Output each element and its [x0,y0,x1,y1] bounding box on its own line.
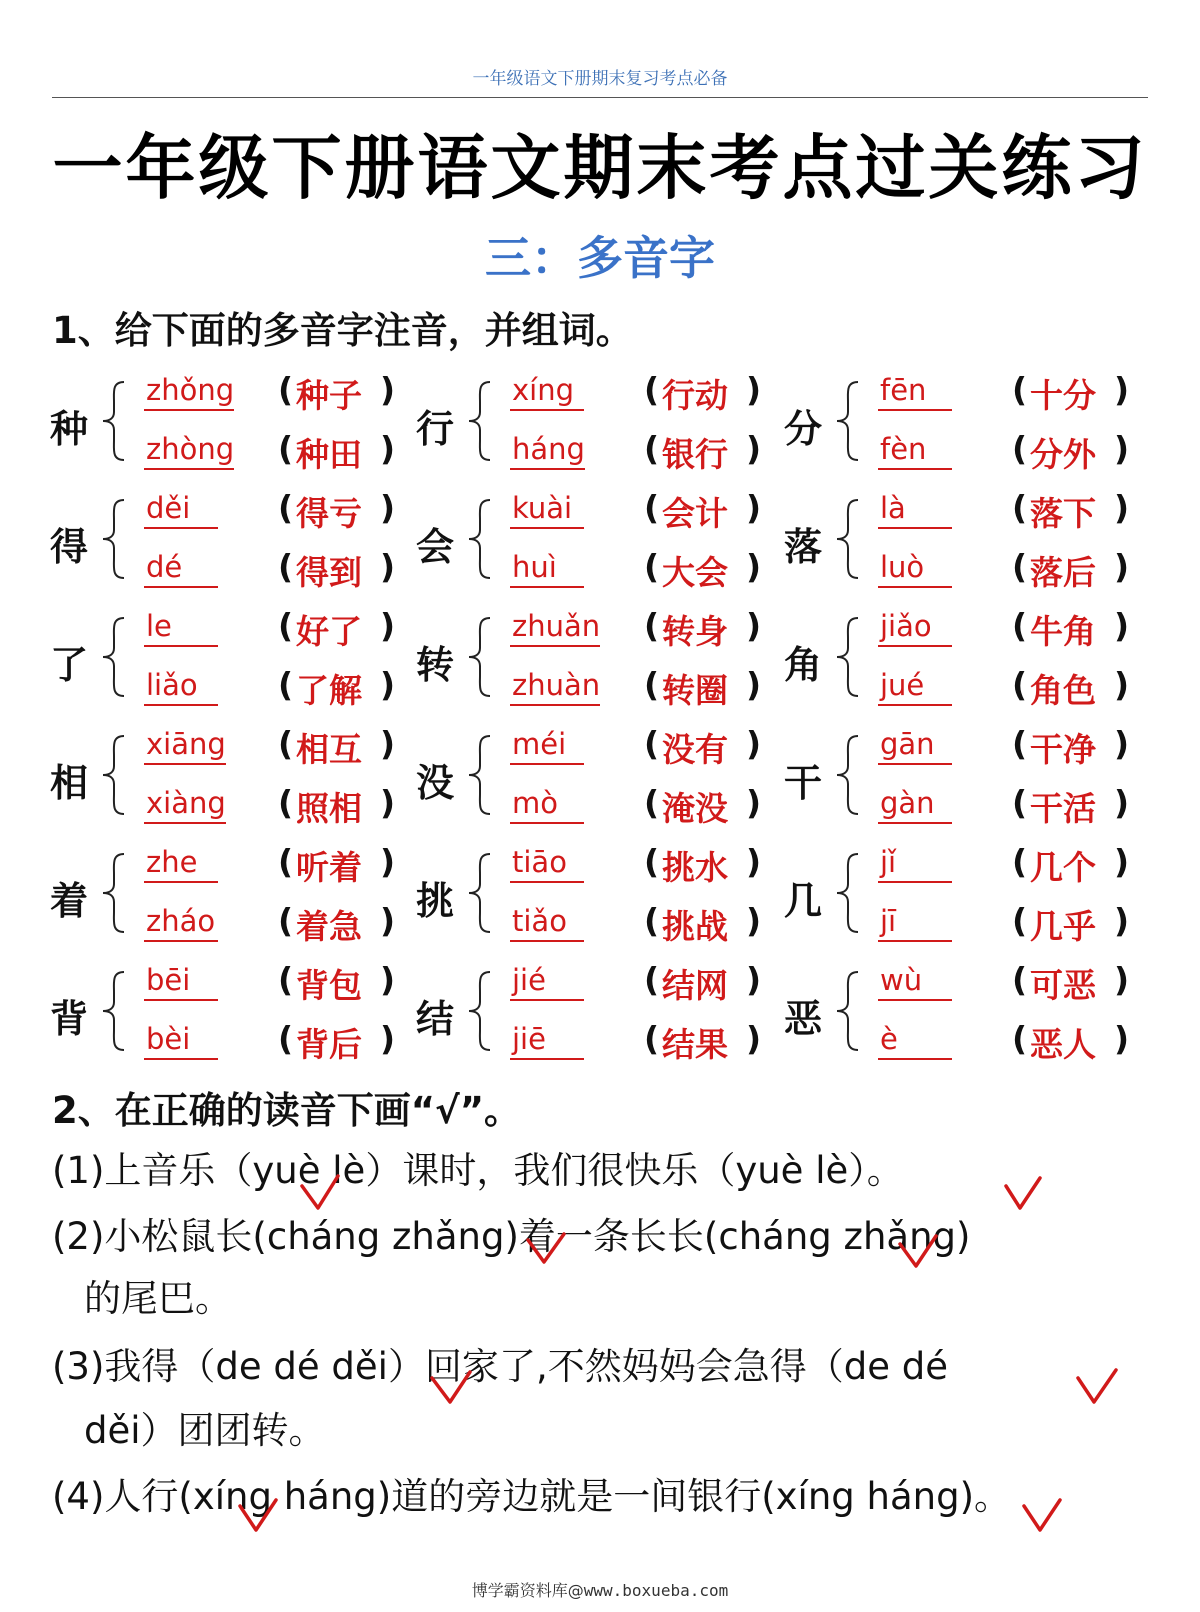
reading-line [510,486,810,536]
pinyin-answer: jiē [510,1021,584,1060]
checkmark-icon [1024,1500,1060,1530]
close-paren: ) [746,901,762,940]
open-paren: ( [644,488,660,527]
polyphone-entry [50,958,430,1076]
close-paren: ) [1114,488,1130,527]
close-paren: ) [1114,783,1130,822]
open-paren: ( [644,370,660,409]
word-answer: 行动 [662,376,728,415]
word-answer: 种田 [296,435,362,474]
reading-line [144,899,444,949]
pinyin-answer: xiāng [144,726,226,765]
pinyin-answer: zhe [144,844,218,883]
open-paren: ( [1012,665,1028,704]
open-paren: ( [1012,783,1028,822]
word-answer: 相互 [296,730,362,769]
word-answer: 背包 [296,966,362,1005]
open-paren: ( [278,606,294,645]
word-answer: 转圈 [662,671,728,710]
polyphone-entry [416,368,796,486]
open-paren: ( [278,665,294,704]
reading-line [144,368,444,418]
pinyin-answer: gān [878,726,952,765]
pinyin-answer: wù [878,962,952,1001]
word-answer: 得到 [296,553,362,592]
close-paren: ) [746,370,762,409]
open-paren: ( [1012,901,1028,940]
open-paren: ( [1012,370,1028,409]
polyphone-character: 恶 [784,997,823,1041]
open-paren: ( [1012,606,1028,645]
close-paren: ) [746,783,762,822]
word-answer: 背后 [296,1025,362,1064]
close-paren: ) [380,429,396,468]
reading-line [144,427,444,477]
word-answer: 种子 [296,376,362,415]
reading-line [878,545,1178,595]
word-answer: 银行 [662,435,728,474]
close-paren: ) [746,665,762,704]
polyphone-entry [784,840,1164,958]
open-paren: ( [644,429,660,468]
polyphone-entry [50,486,430,604]
word-answer: 落后 [1030,553,1096,592]
pinyin-answer: tiāo [510,844,584,883]
open-paren: ( [278,1019,294,1058]
question-1-heading: 1、给下面的多音字注音，并组词。 [52,309,633,352]
open-paren: ( [644,960,660,999]
open-paren: ( [278,724,294,763]
reading-line [144,840,444,890]
reading-line [144,722,444,772]
sentence-2: (2)小松鼠长(cháng zhǎng)着一条长长(cháng zhǎng) [52,1215,971,1258]
close-paren: ) [380,488,396,527]
open-paren: ( [644,606,660,645]
close-paren: ) [1114,370,1130,409]
word-answer: 十分 [1030,376,1096,415]
polyphone-entry [784,604,1164,722]
open-paren: ( [1012,429,1028,468]
close-paren: ) [1114,547,1130,586]
reading-line [878,722,1178,772]
word-answer: 着急 [296,907,362,946]
pinyin-answer: huì [510,549,584,588]
word-answer: 干净 [1030,730,1096,769]
close-paren: ) [380,724,396,763]
polyphone-character: 挑 [416,879,455,923]
word-answer: 几乎 [1030,907,1096,946]
pinyin-answer: è [878,1021,952,1060]
word-answer: 可恶 [1030,966,1096,1005]
pinyin-answer: tiǎo [510,903,584,942]
polyphone-character: 几 [784,879,823,923]
polyphone-entry [784,722,1164,840]
reading-line [144,781,444,831]
reading-line [510,840,810,890]
pinyin-answer: zhuàn [510,667,600,706]
polyphone-character: 种 [50,407,89,451]
curly-brace-icon [466,852,494,934]
curly-brace-icon [100,616,128,698]
reading-line [510,899,810,949]
close-paren: ) [1114,665,1130,704]
pinyin-answer: fèn [878,431,952,470]
section-title: 三：多音字 [485,231,715,285]
reading-line [878,604,1178,654]
pinyin-answer: dé [144,549,218,588]
close-paren: ) [1114,842,1130,881]
open-paren: ( [1012,488,1028,527]
polyphone-entry [416,840,796,958]
open-paren: ( [278,783,294,822]
close-paren: ) [746,842,762,881]
close-paren: ) [746,429,762,468]
reading-line [510,722,810,772]
pinyin-answer: jī [878,903,952,942]
polyphone-character: 相 [50,761,89,805]
close-paren: ) [746,488,762,527]
close-paren: ) [746,724,762,763]
polyphone-entry [416,722,796,840]
reading-line [144,486,444,536]
pinyin-answer: háng [510,431,585,470]
close-paren: ) [380,606,396,645]
open-paren: ( [644,665,660,704]
close-paren: ) [380,665,396,704]
curly-brace-icon [100,970,128,1052]
close-paren: ) [1114,429,1130,468]
reading-line [878,840,1178,890]
footer [0,1578,1200,1601]
pinyin-answer: méi [510,726,584,765]
checkmark-icon [1006,1178,1040,1208]
footer-label: 博学霸资料库@ [471,1581,584,1600]
pinyin-answer: zhòng [144,431,234,470]
polyphone-entry [50,604,430,722]
polyphone-character: 落 [784,525,823,569]
footer-site-link[interactable]: www.boxueba.com [583,1581,729,1600]
close-paren: ) [380,547,396,586]
question-2-heading: 2、在正确的读音下画“√”。 [52,1089,522,1132]
close-paren: ) [1114,901,1130,940]
pinyin-answer: xiàng [144,785,226,824]
pinyin-answer: liǎo [144,667,218,706]
curly-brace-icon [834,380,862,462]
polyphone-character: 会 [416,525,455,569]
open-paren: ( [1012,960,1028,999]
curly-brace-icon [834,734,862,816]
sentence-3-continued: děi）团团转。 [84,1409,326,1452]
word-answer: 了解 [296,671,362,710]
polyphone-entry [784,958,1164,1076]
curly-brace-icon [100,734,128,816]
close-paren: ) [380,370,396,409]
word-answer: 几个 [1030,848,1096,887]
close-paren: ) [1114,1019,1130,1058]
reading-line [144,1017,444,1067]
curly-brace-icon [466,380,494,462]
polyphone-character: 干 [784,761,823,805]
polyphone-character: 转 [416,643,455,687]
pinyin-answer: luò [878,549,952,588]
reading-line [510,781,810,831]
curly-brace-icon [466,734,494,816]
open-paren: ( [1012,1019,1028,1058]
polyphone-character: 没 [416,761,455,805]
close-paren: ) [1114,724,1130,763]
polyphone-entry [416,958,796,1076]
polyphone-entry [50,722,430,840]
pinyin-answer: bēi [144,962,218,1001]
reading-line [510,427,810,477]
open-paren: ( [644,783,660,822]
word-answer: 恶人 [1030,1025,1096,1064]
pinyin-answer: bèi [144,1021,218,1060]
polyphone-character: 角 [784,643,823,687]
polyphone-entry [416,486,796,604]
word-answer: 角色 [1030,671,1096,710]
curly-brace-icon [834,616,862,698]
pinyin-answer: zháo [144,903,218,942]
sentence-4: (4)人行(xíng háng)道的旁边就是一间银行(xíng háng)。 [52,1475,1012,1518]
close-paren: ) [380,1019,396,1058]
sentence-3: (3)我得（de dé děi）回家了,不然妈妈会急得（de dé [52,1345,948,1388]
word-answer: 落下 [1030,494,1096,533]
reading-line [144,604,444,654]
pinyin-answer: zhuǎn [510,608,600,647]
open-paren: ( [278,488,294,527]
polyphone-character: 背 [50,997,89,1041]
word-answer: 没有 [662,730,728,769]
polyphone-character: 结 [416,997,455,1041]
reading-line [144,958,444,1008]
reading-line [878,368,1178,418]
close-paren: ) [380,960,396,999]
pinyin-answer: xíng [510,372,584,411]
close-paren: ) [380,901,396,940]
pinyin-answer: le [144,608,218,647]
word-answer: 照相 [296,789,362,828]
open-paren: ( [644,842,660,881]
open-paren: ( [1012,724,1028,763]
word-answer: 结网 [662,966,728,1005]
close-paren: ) [746,960,762,999]
close-paren: ) [746,606,762,645]
polyphone-character: 了 [50,643,89,687]
pinyin-answer: mò [510,785,584,824]
header-note: 一年级语文下册期末复习考点必备 [472,69,728,89]
reading-line [878,1017,1178,1067]
reading-line [878,781,1178,831]
reading-line [510,545,810,595]
polyphone-entry [416,604,796,722]
word-answer: 会计 [662,494,728,533]
reading-line [878,486,1178,536]
open-paren: ( [278,429,294,468]
polyphone-character: 分 [784,407,823,451]
pinyin-answer: gàn [878,785,952,824]
sentence-1: (1)上音乐（yuè lè）课时，我们很快乐（yuè lè）。 [52,1149,904,1192]
reading-line [510,1017,810,1067]
word-answer: 得亏 [296,494,362,533]
open-paren: ( [644,1019,660,1058]
pinyin-answer: kuài [510,490,584,529]
pinyin-answer: děi [144,490,218,529]
pinyin-answer: jué [878,667,952,706]
word-answer: 好了 [296,612,362,651]
polyphone-entry [784,486,1164,604]
open-paren: ( [278,960,294,999]
open-paren: ( [278,901,294,940]
close-paren: ) [380,842,396,881]
polyphone-character: 行 [416,407,455,451]
open-paren: ( [644,547,660,586]
word-answer: 大会 [662,553,728,592]
curly-brace-icon [100,852,128,934]
reading-line [510,604,810,654]
reading-line [878,663,1178,713]
polyphone-character: 得 [50,525,89,569]
polyphone-character: 着 [50,879,89,923]
close-paren: ) [746,547,762,586]
word-answer: 干活 [1030,789,1096,828]
curly-brace-icon [466,498,494,580]
word-answer: 牛角 [1030,612,1096,651]
polyphone-entry [784,368,1164,486]
sentence-2-continued: 的尾巴。 [84,1277,232,1320]
curly-brace-icon [466,616,494,698]
open-paren: ( [1012,547,1028,586]
word-answer: 挑战 [662,907,728,946]
word-answer: 转身 [662,612,728,651]
pinyin-answer: zhǒng [144,372,234,411]
reading-line [878,899,1178,949]
close-paren: ) [1114,606,1130,645]
pinyin-answer: jǐ [878,844,952,883]
curly-brace-icon [100,498,128,580]
polyphone-entry [50,840,430,958]
word-answer: 结果 [662,1025,728,1064]
word-answer: 淹没 [662,789,728,828]
curly-brace-icon [466,970,494,1052]
reading-line [510,958,810,1008]
curly-brace-icon [834,498,862,580]
open-paren: ( [644,724,660,763]
close-paren: ) [746,1019,762,1058]
reading-line [510,368,810,418]
open-paren: ( [644,901,660,940]
curly-brace-icon [100,380,128,462]
reading-line [878,427,1178,477]
open-paren: ( [278,547,294,586]
open-paren: ( [1012,842,1028,881]
open-paren: ( [278,370,294,409]
word-answer: 分外 [1030,435,1096,474]
polyphone-entry [50,368,430,486]
curly-brace-icon [834,852,862,934]
pinyin-answer: jié [510,962,584,1001]
reading-line [144,545,444,595]
word-answer: 挑水 [662,848,728,887]
header-divider [52,97,1148,98]
page-title: 一年级下册语文期末考点过关练习 [52,127,1148,209]
open-paren: ( [278,842,294,881]
close-paren: ) [380,783,396,822]
reading-line [878,958,1178,1008]
reading-line [510,663,810,713]
pinyin-answer: fēn [878,372,952,411]
curly-brace-icon [834,970,862,1052]
pinyin-answer: jiǎo [878,608,952,647]
checkmark-icon [1078,1370,1116,1402]
close-paren: ) [1114,960,1130,999]
pinyin-answer: là [878,490,952,529]
word-answer: 听着 [296,848,362,887]
reading-line [144,663,444,713]
